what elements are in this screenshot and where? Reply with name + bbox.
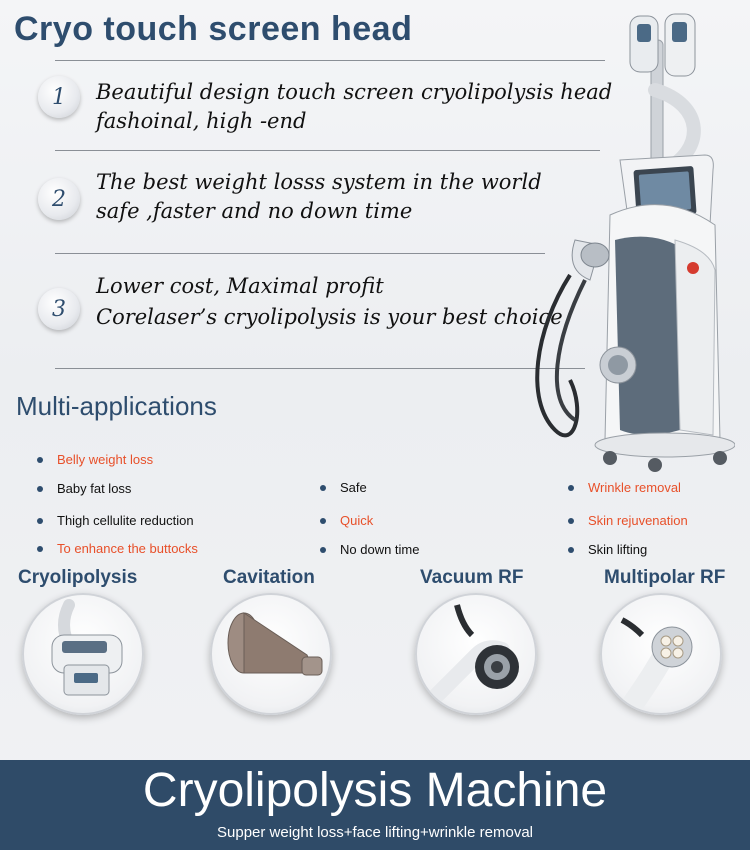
bullet-icon	[37, 457, 43, 463]
application-label: Skin lifting	[588, 542, 648, 557]
head-label-cryolipolysis: Cryolipolysis	[18, 567, 138, 588]
cryo-handpiece-icon	[22, 593, 144, 715]
feature-number-badge: 2	[38, 178, 80, 220]
bullet-icon	[320, 485, 326, 491]
bullet-icon	[568, 485, 574, 491]
vacuum-rf-handpiece-icon	[415, 593, 537, 715]
feature-1-line-1: Beautiful design touch screen cryolipolysis head	[96, 80, 613, 104]
application-item	[568, 542, 647, 557]
application-item	[37, 481, 131, 496]
footer-subtitle: Supper weight loss+face lifting+wrinkle removal	[217, 824, 533, 841]
bullet-icon	[568, 518, 574, 524]
application-item	[37, 513, 194, 528]
bullet-icon	[37, 486, 43, 492]
feature-3-line-2: Corelaser’s cryolipolysis is your best choice	[96, 305, 563, 329]
cavitation-handpiece-icon	[210, 593, 332, 715]
application-item	[320, 480, 367, 495]
application-label: Wrinkle removal	[588, 480, 681, 495]
applications-title: Multi-applications	[16, 391, 217, 421]
feature-2-line-1: The best weight losss system in the world	[96, 170, 542, 194]
feature-number-badge: 3	[38, 288, 80, 330]
head-label-vacuum-rf: Vacuum RF	[420, 567, 524, 588]
application-label: To enhance the buttocks	[57, 541, 198, 556]
multipolar-rf-handpiece-icon	[600, 593, 722, 715]
feature-number-badge: 1	[38, 76, 80, 118]
feature-1-line-2: fashoinal, high -end	[96, 109, 307, 133]
divider	[55, 368, 585, 369]
bullet-icon	[320, 518, 326, 524]
head-label-cavitation: Cavitation	[223, 567, 315, 588]
application-item	[568, 480, 681, 495]
footer-title: Cryolipolysis Machine	[142, 764, 608, 817]
bullet-icon	[568, 547, 574, 553]
application-item	[568, 513, 688, 528]
bullet-icon	[37, 546, 43, 552]
bullet-icon	[37, 518, 43, 524]
application-label: Skin rejuvenation	[588, 513, 688, 528]
cryolipolysis-machine-image	[515, 10, 735, 480]
application-label: Thigh cellulite reduction	[57, 513, 194, 528]
application-label: Baby fat loss	[57, 481, 132, 496]
page-title: Cryo touch screen head	[14, 10, 413, 48]
application-label: Safe	[340, 480, 367, 495]
application-label: Quick	[340, 513, 374, 528]
feature-2-line-2: safe ,faster and no down time	[96, 199, 413, 223]
application-item	[320, 513, 373, 528]
head-label-multipolar-rf: Multipolar RF	[604, 567, 726, 588]
application-label: No down time	[340, 542, 420, 557]
application-label: Belly weight loss	[57, 452, 154, 467]
bullet-icon	[320, 547, 326, 553]
application-item	[37, 452, 153, 467]
divider	[55, 253, 545, 254]
application-item	[37, 541, 198, 556]
feature-3-line-1: Lower cost, Maximal profit	[96, 274, 384, 298]
application-item	[320, 542, 419, 557]
